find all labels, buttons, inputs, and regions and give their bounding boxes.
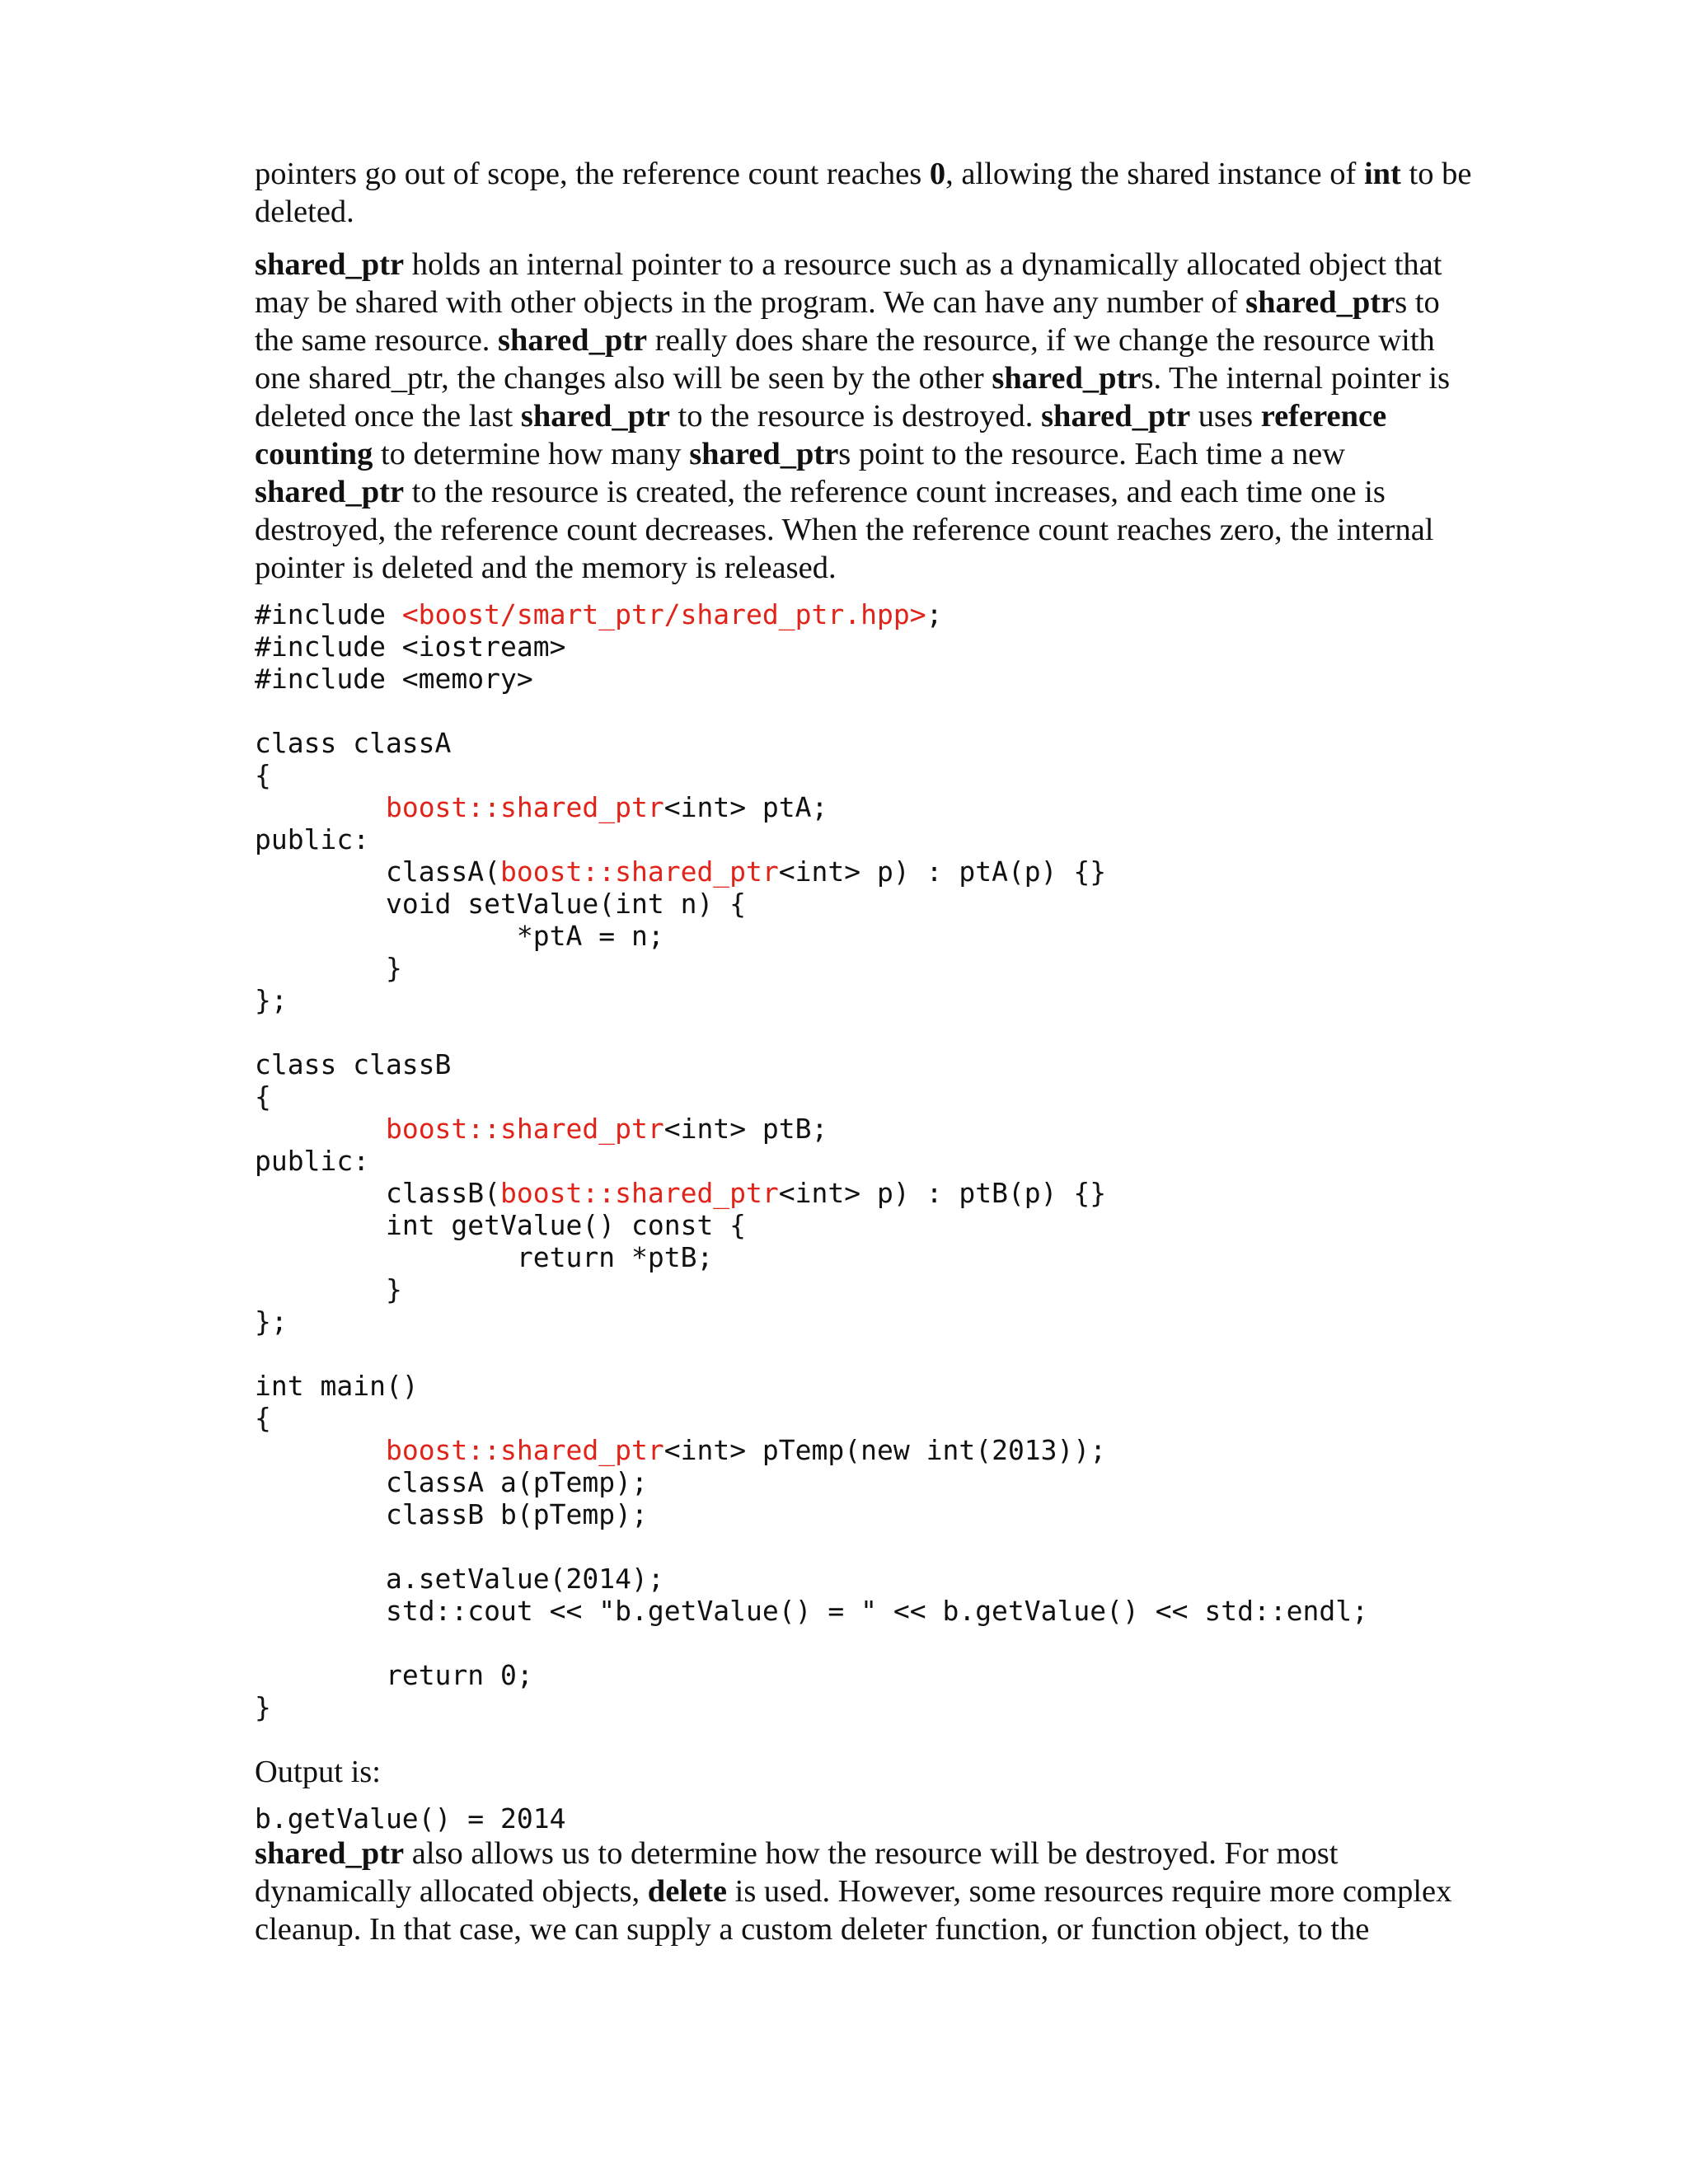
code-token: classB(	[255, 1177, 501, 1209]
code-token: return *ptB;	[255, 1241, 714, 1273]
code-highlight-token: boost::shared_ptr	[385, 791, 664, 823]
code-token: };	[255, 984, 288, 1016]
output-value: b.getValue() = 2014	[255, 1802, 566, 1835]
text-run: holds an internal pointer to a resource such as a dynamically allocated object that may be shared with other objects in the program. We can have any number of	[255, 247, 1442, 320]
code-token: <int> pTemp(new int(2013));	[663, 1434, 1107, 1466]
code-listing	[255, 598, 1540, 1723]
bold-term: shared_ptr	[1041, 399, 1191, 434]
code-highlight-token: boost::shared_ptr	[500, 1177, 779, 1209]
code-line	[255, 1563, 664, 1595]
code-line	[255, 1209, 746, 1241]
code-token: public:	[255, 823, 370, 855]
code-token: }	[255, 952, 402, 984]
code-token: };	[255, 1305, 288, 1338]
code-line	[255, 1177, 1106, 1209]
text-run: also allows us to determine how the resource will be destroyed. For most dynamically allocated objects,	[255, 1836, 1339, 1909]
bold-term: 0	[929, 157, 946, 191]
text-run: is used. However, some resources require more complex cleanup. In that case, we can supply a custom deleter function, or function object, to the	[255, 1874, 1452, 1947]
code-line	[255, 759, 271, 791]
code-line	[255, 1498, 648, 1530]
paragraph-shared-ptr-description	[255, 246, 1540, 587]
code-token: class classA	[255, 727, 452, 759]
code-token: <int> ptB;	[663, 1113, 828, 1145]
code-token: int main()	[255, 1370, 419, 1402]
code-token: {	[255, 759, 271, 791]
code-token: classA(	[255, 855, 501, 888]
text-run: pointers go out of scope, the reference count reaches	[255, 157, 930, 191]
bold-term: shared_ptr	[255, 247, 405, 282]
code-token: return 0;	[255, 1659, 533, 1691]
code-line	[255, 823, 369, 855]
code-token: ;	[926, 598, 943, 630]
code-line	[255, 1305, 288, 1338]
bold-term: shared_ptr	[520, 399, 670, 434]
code-token	[255, 1434, 386, 1466]
text-run: to the resource is destroyed.	[669, 399, 1042, 434]
code-highlight-token: <boost/smart_ptr/shared_ptr.hpp>	[401, 598, 926, 630]
code-token: <int> ptA;	[663, 791, 828, 823]
code-line	[255, 1691, 271, 1723]
code-token: }	[255, 1273, 402, 1305]
code-line	[255, 952, 402, 984]
text-run: , allowing the shared instance of	[945, 157, 1364, 191]
code-token: *ptA = n;	[255, 920, 664, 952]
code-token: <int> p) : ptA(p) {}	[778, 855, 1107, 888]
code-line	[255, 598, 942, 630]
code-line	[255, 1145, 369, 1177]
code-line	[255, 791, 828, 823]
code-line	[255, 1273, 402, 1305]
code-token: classA a(pTemp);	[255, 1466, 648, 1498]
code-token	[255, 791, 386, 823]
bold-term: shared_ptr	[255, 1836, 405, 1871]
code-line	[255, 1402, 271, 1434]
output-label: Output is:	[255, 1755, 381, 1789]
bold-term: reference counting	[255, 399, 1387, 471]
text-run: s point to the resource. Each time a new	[838, 437, 1346, 471]
code-token: }	[255, 1691, 271, 1723]
bold-term: delete	[647, 1874, 727, 1909]
code-line	[255, 1659, 533, 1691]
code-line	[255, 630, 566, 663]
code-token	[255, 1113, 386, 1145]
code-line	[255, 1370, 419, 1402]
code-highlight-token: boost::shared_ptr	[500, 855, 779, 888]
code-token: #include	[255, 598, 402, 630]
code-line	[255, 855, 1106, 888]
code-line	[255, 888, 746, 920]
code-token: class classB	[255, 1048, 452, 1080]
code-token: <int> p) : ptB(p) {}	[778, 1177, 1107, 1209]
text-run: to determine how many	[373, 437, 690, 471]
code-line	[255, 663, 533, 695]
text-run: s. The internal pointer is deleted once the last	[255, 361, 1451, 434]
code-token: a.setValue(2014);	[255, 1563, 664, 1595]
code-line	[255, 1048, 451, 1080]
code-token: std::cout << "b.getValue() = " << b.getValue() << std::endl;	[255, 1595, 1369, 1627]
bold-term: shared_ptr	[992, 361, 1142, 396]
code-line	[255, 1113, 828, 1145]
code-token: {	[255, 1080, 271, 1113]
code-line	[255, 920, 664, 952]
text-run: s to the same resource.	[255, 285, 1440, 358]
text-run: to be deleted.	[255, 157, 1472, 229]
code-line	[255, 1434, 1106, 1466]
bold-term: shared_ptr	[689, 437, 839, 471]
code-line	[255, 1080, 271, 1113]
code-token: #include <iostream>	[255, 630, 566, 663]
code-highlight-token: boost::shared_ptr	[385, 1434, 664, 1466]
code-token: #include <memory>	[255, 663, 533, 695]
code-line	[255, 1595, 1368, 1627]
bold-term: shared_ptr	[498, 323, 648, 358]
code-line	[255, 984, 288, 1016]
code-line	[255, 1241, 713, 1273]
code-token: int getValue() const {	[255, 1209, 747, 1241]
paragraph-intro	[255, 155, 1540, 231]
code-highlight-token: boost::shared_ptr	[385, 1113, 664, 1145]
text-run: really does share the resource, if we change the resource with one shared_ptr, the changes also will be seen by the other	[255, 323, 1435, 396]
bold-term: shared_ptr	[255, 475, 405, 509]
page-content	[255, 155, 1540, 1948]
paragraph-custom-deleter	[255, 1835, 1540, 1948]
code-token: public:	[255, 1145, 370, 1177]
code-token: void setValue(int n) {	[255, 888, 747, 920]
text-run: uses	[1190, 399, 1261, 434]
code-line	[255, 1466, 648, 1498]
code-line	[255, 727, 451, 759]
bold-term: shared_ptr	[1245, 285, 1395, 320]
code-token: {	[255, 1402, 271, 1434]
text-run: to the resource is created, the reference count increases, and each time one is destroyed, the reference count decreases. When the reference count reaches zero, the internal pointer is deleted and the memory is released.	[255, 475, 1434, 585]
bold-term: int	[1363, 157, 1401, 191]
code-token: classB b(pTemp);	[255, 1498, 648, 1530]
